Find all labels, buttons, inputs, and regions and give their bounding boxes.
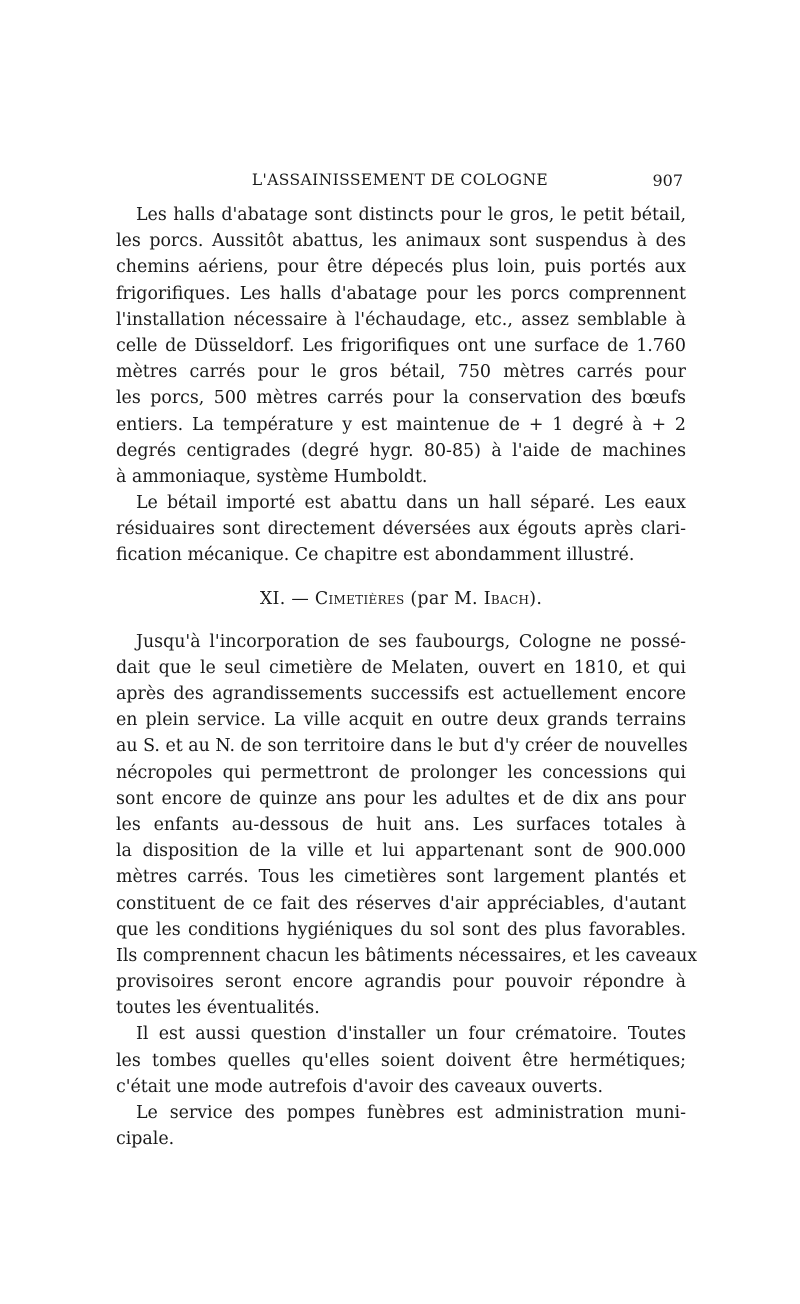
text-line: Le service des pompes funèbres est administration muni-: [136, 1103, 686, 1123]
paragraph-imported-cattle: [116, 490, 686, 569]
text-line: degrés centigrades (degré hygr. 80-85) à l'aide de machines: [116, 440, 686, 461]
text-line: celle de Düsseldorf. Les frigorifiques ont une surface de 1.760: [116, 335, 686, 356]
text-line: après des agrandissements successifs est actuellement encore: [116, 684, 686, 704]
text-line: Les halls d'abatage sont distincts pour le gros, le petit bétail,: [136, 205, 686, 225]
paragraph-crematorium: [116, 1021, 686, 1100]
text-line: résiduaires sont directement déversées aux égouts après clari-: [116, 519, 686, 540]
running-title: L'ASSAINISSEMENT DE COLOGNE: [251, 171, 549, 189]
section-author: Ibach: [483, 588, 530, 609]
text-line: à ammoniaque, système Humboldt.: [116, 466, 428, 487]
section-number: XI. —: [259, 588, 310, 609]
text-line: frigorifiques. Les halls d'abatage pour les porcs comprennent: [116, 283, 686, 304]
section-heading: [116, 579, 686, 619]
text-line: cipale.: [116, 1129, 175, 1150]
running-head: [117, 171, 683, 197]
text-line: l'installation nécessaire à l'échaudage, etc., assez semblable à: [116, 309, 686, 330]
page-number: 907: [652, 171, 683, 190]
text-line: sont encore de quinze ans pour les adultes et de dix ans pour: [116, 788, 686, 809]
text-line: Il est aussi question d'installer un four crématoire. Toutes: [136, 1024, 686, 1045]
text-line: constituent de ce fait des réserves d'air appréciables, d'autant: [116, 893, 686, 914]
section-close: ).: [529, 588, 543, 609]
page-body: [116, 202, 698, 1152]
text-line: nécropoles qui permettront de prolonger les concessions qui: [116, 762, 686, 783]
text-line: dait que le seul cimetière de Melaten, ouvert en 1810, et qui: [116, 657, 686, 678]
section-title: Cimetières: [314, 588, 405, 609]
paragraph-slaughterhouse-halls: [116, 202, 686, 490]
text-line: les porcs. Aussitôt abattus, les animaux sont suspendus à des: [116, 231, 686, 252]
text-line: en plein service. La ville acquit en outre deux grands terrains: [116, 710, 686, 731]
text-line: c'était une mode autrefois d'avoir des caveaux ouverts.: [116, 1076, 603, 1097]
paragraph-funeral-service: [116, 1100, 686, 1152]
text-line: fication mécanique. Ce chapitre est abondamment illustré.: [116, 545, 635, 566]
section-attribution: (par M.: [410, 588, 478, 609]
text-line: Ils comprennent chacun les bâtiments nécessaires, et les caveaux: [116, 945, 698, 966]
text-line: les porcs, 500 mètres carrés pour la conservation des bœufs: [116, 388, 686, 409]
text-line: mètres carrés. Tous les cimetières sont largement plantés et: [116, 867, 686, 888]
text-line: les enfants au-dessous de huit ans. Les surfaces totales à: [116, 814, 686, 835]
text-line: toutes les éventualités.: [116, 998, 320, 1019]
text-line: les tombes quelles qu'elles soient doivent être hermétiques;: [116, 1050, 686, 1071]
text-line: Le bétail importé est abattu dans un hall séparé. Les eaux: [136, 493, 686, 514]
paragraph-cemeteries: [116, 629, 698, 1022]
text-line: provisoires seront encore agrandis pour pouvoir répondre à: [116, 972, 686, 993]
text-line: au S. et au N. de son territoire dans le but d'y créer de nouvelles: [116, 736, 688, 757]
text-line: Jusqu'à l'incorporation de ses faubourgs, Cologne ne possé-: [136, 631, 686, 652]
text-line: la disposition de la ville et lui appartenant sont de 900.000: [116, 841, 686, 862]
text-line: mètres carrés pour le gros bétail, 750 mètres carrés pour: [116, 362, 686, 383]
text-line: chemins aériens, pour être dépecés plus loin, puis portés aux: [116, 257, 686, 278]
text-line: entiers. La température y est maintenue de + 1 degré à + 2: [116, 414, 686, 435]
text-line: que les conditions hygiéniques du sol sont des plus favorables.: [116, 919, 686, 940]
